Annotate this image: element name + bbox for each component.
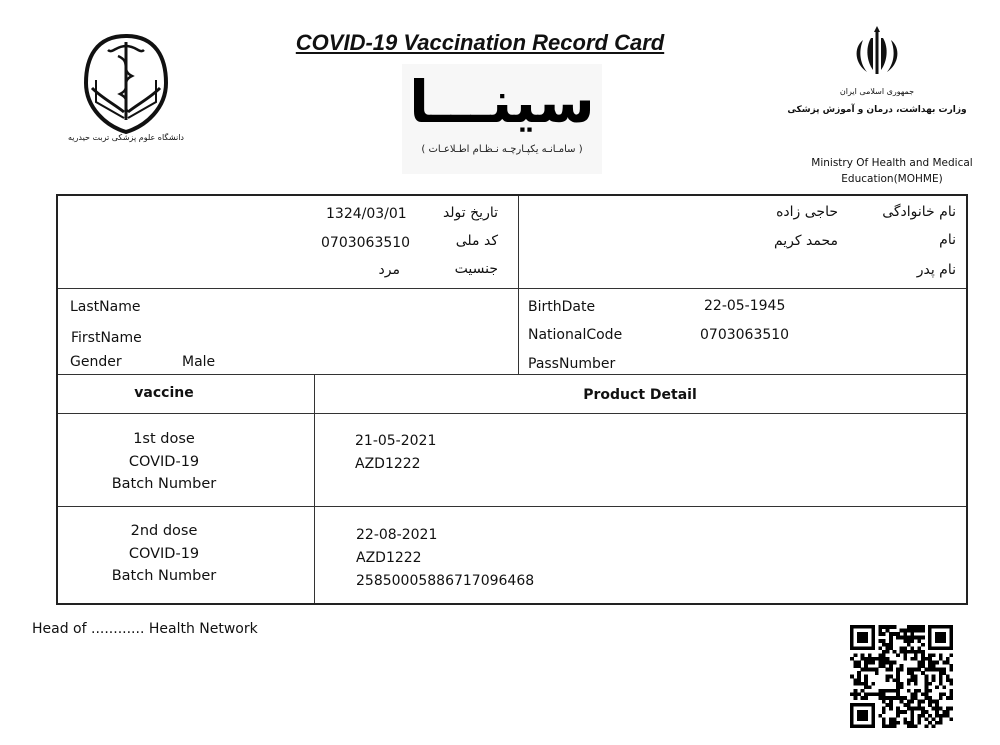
first-name-fa-label: نام xyxy=(939,232,956,248)
sina-logo-subtitle: ( سامـانـه یکپـارچـه نـظـام اطـلاعـات ) xyxy=(421,144,583,155)
last-name-en-label: LastName xyxy=(70,299,141,315)
sina-logo-text: سینـــا xyxy=(409,68,595,136)
table-row xyxy=(58,428,270,496)
vaccine-name: COVID-19 xyxy=(128,453,200,470)
university-logo xyxy=(66,28,186,148)
national-code-en-label: NationalCode xyxy=(528,327,623,343)
batch-number-label: Batch Number xyxy=(111,476,217,492)
pass-number-en-label: PassNumber xyxy=(528,356,616,372)
dose-date: 21-05-2021 xyxy=(355,433,437,449)
dose-label: 1st dose xyxy=(133,431,195,447)
ministry-name xyxy=(808,155,976,187)
national-code-en-value: 0703063510 xyxy=(700,327,790,343)
sina-logo xyxy=(402,64,602,174)
birth-date-fa-label: تاریخ تولد xyxy=(442,205,498,221)
ministry-emblem xyxy=(787,28,967,128)
ministry-line2: Education(MOHME) xyxy=(841,173,943,185)
gender-fa-label: جنسیت xyxy=(454,261,498,277)
last-name-fa-label: نام خانوادگی xyxy=(882,204,956,220)
dose-product: AZD1222 xyxy=(355,456,421,472)
first-name-en-label: FirstName xyxy=(71,330,142,346)
dose-detail xyxy=(356,524,534,593)
gender-en-label: Gender xyxy=(70,354,122,370)
table-row xyxy=(58,520,270,588)
ministry-logo-text-line2: وزارت بهداشت، درمان و آموزش پزشکی xyxy=(787,105,967,115)
dose-detail xyxy=(355,430,436,476)
qr-code xyxy=(850,625,953,728)
national-code-fa-label: کد ملی xyxy=(455,233,498,249)
ministry-line1: Ministry Of Health and Medical xyxy=(811,157,973,169)
vaccine-name: COVID-19 xyxy=(128,545,200,562)
dose-date: 22-08-2021 xyxy=(356,527,438,543)
national-code-fa-value: 0703063510 xyxy=(321,235,411,251)
birth-date-en-value: 22-05-1945 xyxy=(704,298,786,314)
first-name-fa-value: محمد کریم xyxy=(773,233,838,249)
vaccination-card xyxy=(56,194,968,605)
father-name-fa-label: نام پدر xyxy=(916,262,956,278)
ministry-logo-text-line1: جمهوری اسلامی ایران xyxy=(839,87,915,96)
last-name-fa-value: حاجی زاده xyxy=(776,204,838,220)
column-header-vaccine: vaccine xyxy=(134,385,194,401)
birth-date-en-label: BirthDate xyxy=(528,299,596,315)
card-title: COVID-19 Vaccination Record Card xyxy=(295,30,665,55)
signature-line: Head of ............ Health Network xyxy=(32,621,258,637)
dose-label: 2nd dose xyxy=(130,523,198,539)
birth-date-fa-value: 1324/03/01 xyxy=(326,206,407,222)
dose-batch-number: 25850005886717096468 xyxy=(356,573,535,589)
dose-product: AZD1222 xyxy=(356,550,422,566)
university-logo-text: دانشگاه علوم پزشکی تربت حیدریه xyxy=(68,133,184,142)
batch-number-label: Batch Number xyxy=(111,568,217,584)
column-header-product-detail: Product Detail xyxy=(583,387,697,403)
gender-en-value: Male xyxy=(182,354,216,370)
gender-fa-value: مرد xyxy=(378,262,400,278)
